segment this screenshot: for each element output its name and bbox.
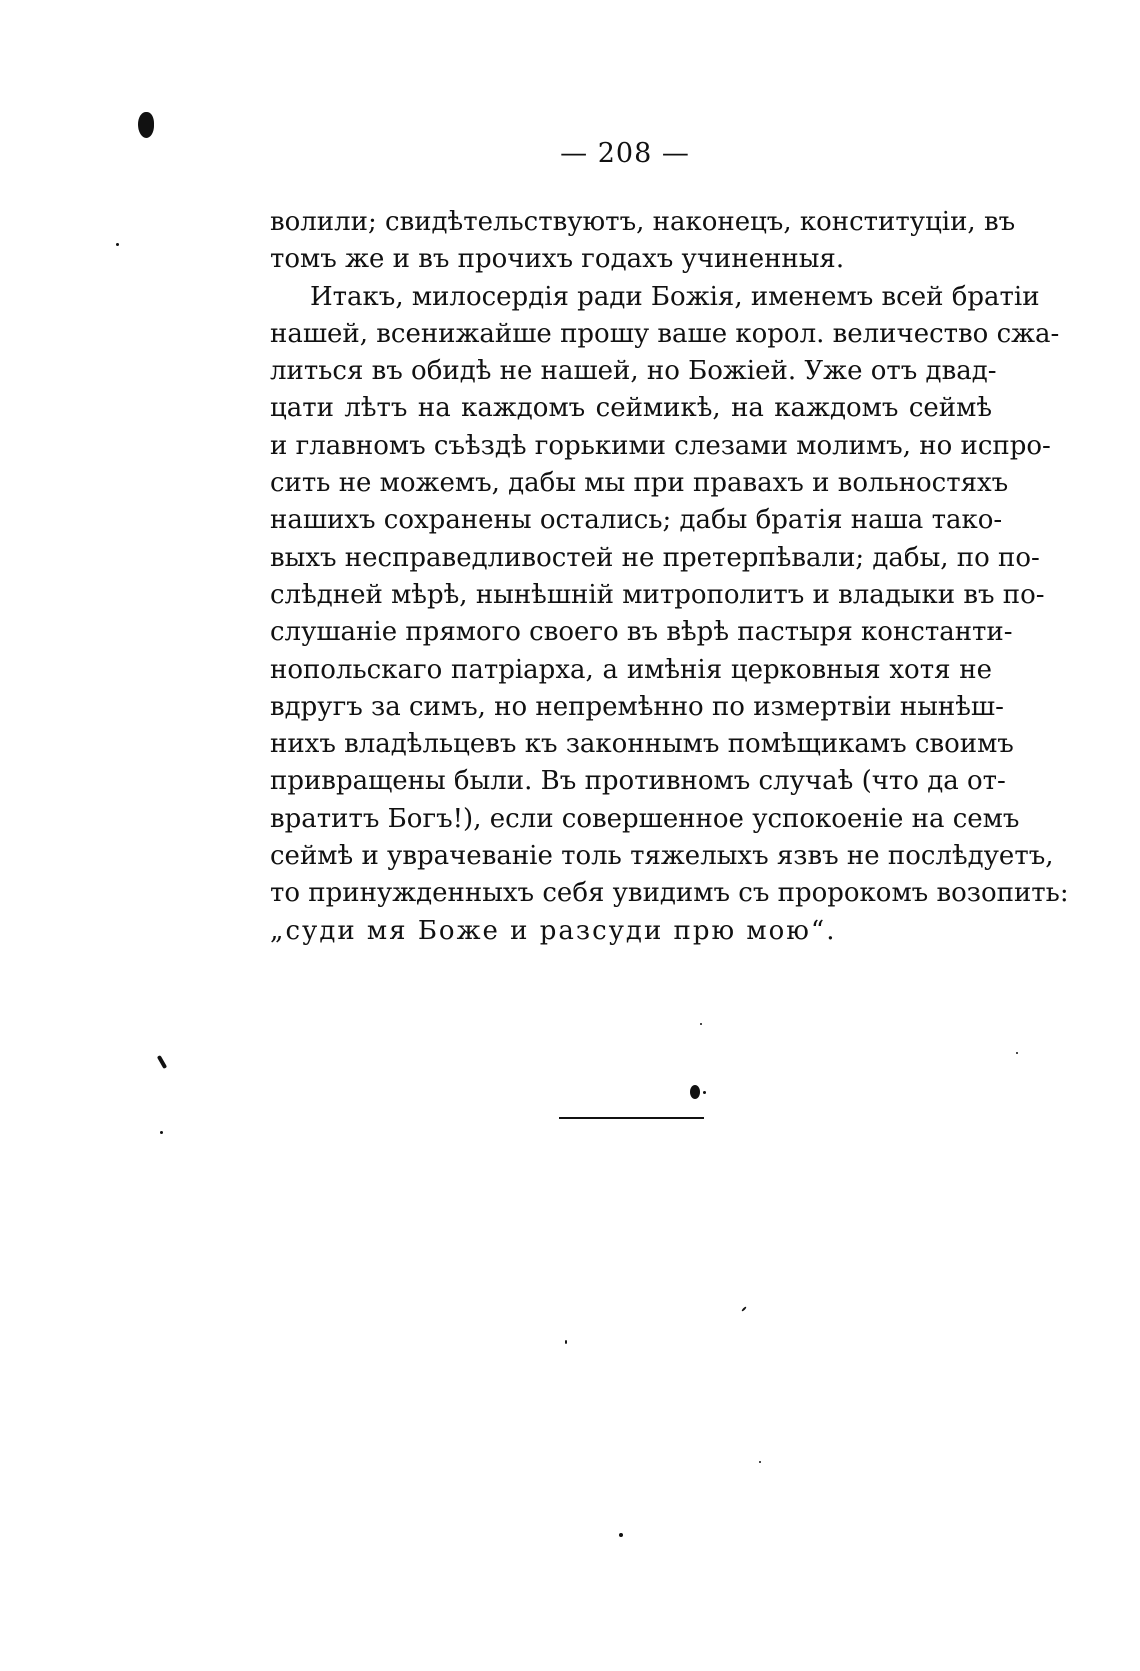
text-line: то принужденныхъ себя увидимъ съ пророкомъ возопить: <box>270 878 1069 909</box>
text-line: слушаніе прямого своего въ вѣрѣ пастыря константи- <box>270 617 1013 648</box>
ink-speck <box>1016 1052 1018 1054</box>
text-line: сеймѣ и уврачеваніе толь тяжелыхъ язвъ не послѣдуетъ, <box>270 841 1054 872</box>
text-line: выхъ несправедливостей не претерпѣвали; дабы, по по- <box>270 542 1040 573</box>
ink-blot <box>138 112 154 138</box>
ink-speck <box>700 1023 702 1025</box>
ink-speck <box>157 1055 167 1069</box>
text-line: Итакъ, милосердія ради Божія, именемъ всей братіи <box>310 281 1040 312</box>
ink-speck <box>565 1340 567 1344</box>
ink-speck <box>160 1131 163 1134</box>
text-line: вдругъ за симъ, но непремѣнно по измертвіи нынѣш- <box>270 691 1004 722</box>
text-line: нашей, всенижайше прошу ваше корол. величество сжа- <box>270 318 1060 349</box>
text-line: „суди мя Боже и разсуди прю мою“. <box>270 915 837 946</box>
body-text <box>270 204 1069 950</box>
text-line: нопольскаго патріарха, а имѣнія церковныя хотя не <box>270 654 992 685</box>
ink-speck <box>116 243 119 246</box>
text-line: привращены были. Въ противномъ случаѣ (что да от- <box>270 766 1006 797</box>
ink-speck <box>619 1533 623 1537</box>
text-line: цати лѣтъ на каждомъ сеймикѣ, на каждомъ сеймѣ <box>270 393 992 424</box>
end-rule-divider <box>559 1117 704 1119</box>
text-line: сить не можемъ, дабы мы при правахъ и вольностяхъ <box>270 468 1009 499</box>
ink-speck <box>690 1085 700 1099</box>
text-line: и главномъ съѣздѣ горькими слезами молимъ, но испро- <box>270 430 1051 461</box>
text-line: литься въ обидѣ не нашей, но Божіей. Уже отъ двад- <box>270 356 997 387</box>
ink-speck <box>703 1091 706 1094</box>
ink-speck <box>741 1306 747 1312</box>
text-line: вратитъ Богъ!), если совершенное успокоеніе на семъ <box>270 803 1020 834</box>
text-line: нихъ владѣльцевъ къ законнымъ помѣщикамъ своимъ <box>270 729 1014 760</box>
ink-speck <box>759 1461 761 1463</box>
text-line: томъ же и въ прочихъ годахъ учиненныя. <box>270 244 845 275</box>
text-line: слѣдней мѣрѣ, нынѣшній митрополитъ и владыки въ по- <box>270 579 1045 610</box>
text-line: волили; свидѣтельствуютъ, наконецъ, конституціи, въ <box>270 207 1016 237</box>
text-line: нашихъ сохранены остались; дабы братія наша тако- <box>270 505 1003 536</box>
page-number: — 208 — <box>560 138 690 169</box>
